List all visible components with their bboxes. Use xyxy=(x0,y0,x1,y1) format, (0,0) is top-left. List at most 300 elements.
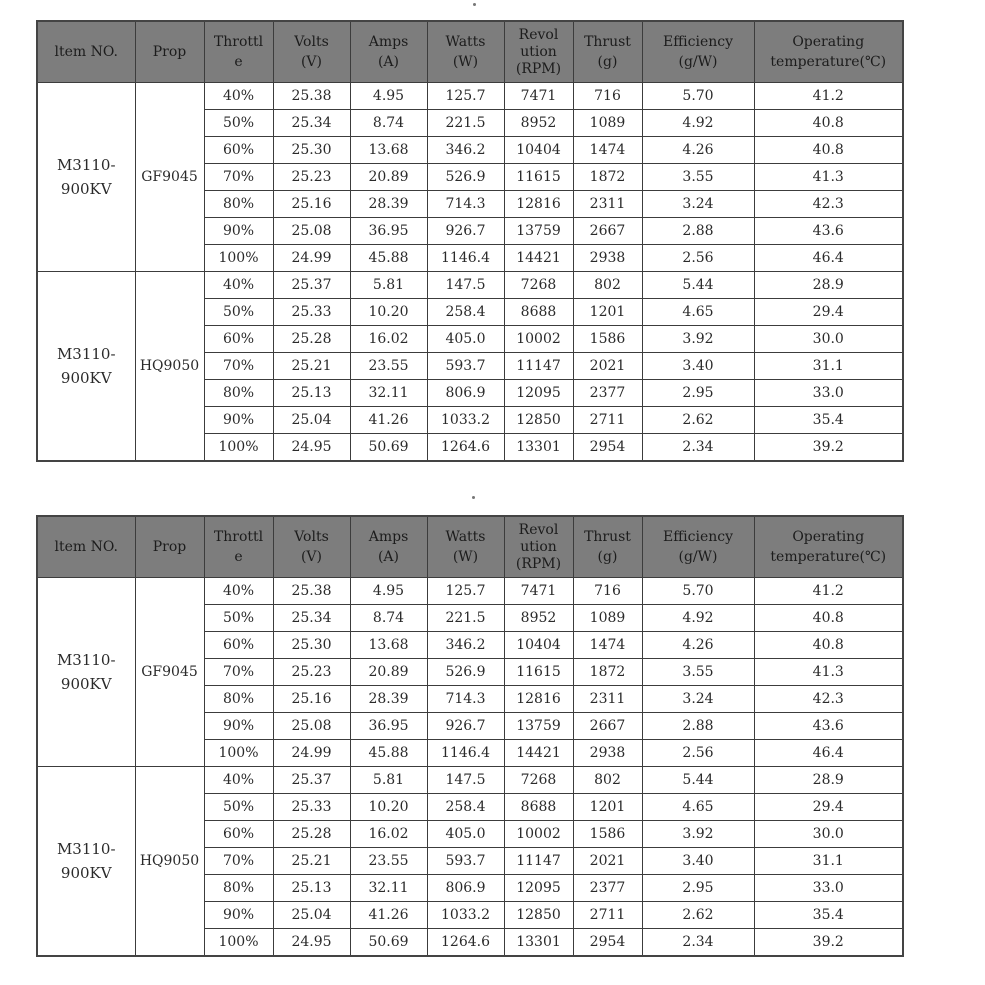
watts-cell: 926.7 xyxy=(427,713,504,740)
header-revolution-line: Revol xyxy=(518,26,559,43)
prop-cell: HQ9050 xyxy=(135,767,204,957)
amps-cell: 4.95 xyxy=(350,578,427,605)
watts-cell: 806.9 xyxy=(427,875,504,902)
header-row xyxy=(37,516,903,578)
header-watts-line: Watts xyxy=(445,34,486,50)
header-item-no-line: ltem NO. xyxy=(54,44,118,60)
efficiency-cell: 4.26 xyxy=(642,137,754,164)
header-volts-line: Volts xyxy=(294,34,329,50)
throttle-cell: 100% xyxy=(204,434,273,462)
table-row xyxy=(37,83,903,110)
efficiency-cell: 3.24 xyxy=(642,191,754,218)
amps-cell: 4.95 xyxy=(350,83,427,110)
thrust-cell: 716 xyxy=(573,83,642,110)
amps-cell: 10.20 xyxy=(350,794,427,821)
header-throttle xyxy=(204,516,273,578)
temperature-cell: 31.1 xyxy=(754,848,903,875)
temperature-cell: 46.4 xyxy=(754,740,903,767)
item-no-line: M3110- xyxy=(56,840,116,858)
rpm-cell: 8952 xyxy=(504,605,573,632)
watts-cell: 526.9 xyxy=(427,659,504,686)
watts-cell: 405.0 xyxy=(427,821,504,848)
watts-cell: 405.0 xyxy=(427,326,504,353)
watts-cell: 806.9 xyxy=(427,380,504,407)
watts-cell: 221.5 xyxy=(427,605,504,632)
amps-cell: 41.26 xyxy=(350,902,427,929)
amps-cell: 23.55 xyxy=(350,353,427,380)
amps-cell: 10.20 xyxy=(350,299,427,326)
throttle-cell: 70% xyxy=(204,353,273,380)
rpm-cell: 12095 xyxy=(504,380,573,407)
rpm-cell: 12850 xyxy=(504,407,573,434)
table-row xyxy=(37,767,903,794)
throttle-cell: 100% xyxy=(204,740,273,767)
thrust-cell: 716 xyxy=(573,578,642,605)
volts-cell: 25.34 xyxy=(273,605,350,632)
volts-cell: 24.95 xyxy=(273,434,350,462)
throttle-cell: 80% xyxy=(204,686,273,713)
amps-cell: 45.88 xyxy=(350,245,427,272)
thrust-cell: 2377 xyxy=(573,380,642,407)
header-efficiency-line: Efficiency xyxy=(662,529,733,545)
watts-cell: 1033.2 xyxy=(427,407,504,434)
volts-cell: 25.23 xyxy=(273,659,350,686)
watts-cell: 221.5 xyxy=(427,110,504,137)
item-no-cell xyxy=(37,578,135,767)
header-prop-line: Prop xyxy=(152,539,187,555)
throttle-cell: 40% xyxy=(204,83,273,110)
amps-cell: 32.11 xyxy=(350,875,427,902)
table-row xyxy=(37,578,903,605)
thrust-cell: 2938 xyxy=(573,740,642,767)
header-item-no xyxy=(37,21,135,83)
efficiency-cell: 2.56 xyxy=(642,245,754,272)
header-throttle-line: Throttl xyxy=(213,34,264,50)
thrust-cell: 1201 xyxy=(573,794,642,821)
amps-cell: 36.95 xyxy=(350,218,427,245)
spec-table-2-wrapper xyxy=(36,515,902,957)
watts-cell: 147.5 xyxy=(427,272,504,299)
rpm-cell: 14421 xyxy=(504,245,573,272)
header-revolution-line: (RPM) xyxy=(515,555,562,572)
watts-cell: 714.3 xyxy=(427,686,504,713)
efficiency-cell: 2.62 xyxy=(642,902,754,929)
watts-cell: 526.9 xyxy=(427,164,504,191)
header-thrust-line: Thrust xyxy=(584,34,631,50)
rpm-cell: 7268 xyxy=(504,272,573,299)
volts-cell: 25.28 xyxy=(273,326,350,353)
header-prop-line: Prop xyxy=(152,44,187,60)
thrust-cell: 2711 xyxy=(573,407,642,434)
header-throttle-line: Throttl xyxy=(213,529,264,545)
volts-cell: 25.16 xyxy=(273,686,350,713)
temperature-cell: 31.1 xyxy=(754,353,903,380)
efficiency-cell: 3.55 xyxy=(642,164,754,191)
rpm-cell: 10404 xyxy=(504,137,573,164)
throttle-cell: 80% xyxy=(204,191,273,218)
watts-cell: 593.7 xyxy=(427,353,504,380)
volts-cell: 25.37 xyxy=(273,767,350,794)
scan-dot-top xyxy=(473,3,476,6)
header-amps-line: (A) xyxy=(377,549,400,565)
volts-cell: 25.38 xyxy=(273,578,350,605)
volts-cell: 24.95 xyxy=(273,929,350,957)
item-no-cell xyxy=(37,767,135,957)
header-operating-temperature-line: Operating xyxy=(792,529,865,545)
amps-cell: 23.55 xyxy=(350,848,427,875)
rpm-cell: 10404 xyxy=(504,632,573,659)
thrust-cell: 2311 xyxy=(573,191,642,218)
amps-cell: 50.69 xyxy=(350,929,427,957)
temperature-cell: 41.3 xyxy=(754,164,903,191)
item-no-line: 900KV xyxy=(60,864,112,882)
header-efficiency xyxy=(642,516,754,578)
header-efficiency-line: Efficiency xyxy=(662,34,733,50)
thrust-cell: 2021 xyxy=(573,353,642,380)
efficiency-cell: 2.95 xyxy=(642,380,754,407)
header-watts-line: Watts xyxy=(445,529,486,545)
thrust-cell: 2711 xyxy=(573,902,642,929)
scan-dot-middle xyxy=(472,496,475,499)
header-revolution xyxy=(504,21,573,83)
rpm-cell: 8952 xyxy=(504,110,573,137)
rpm-cell: 8688 xyxy=(504,299,573,326)
efficiency-cell: 3.55 xyxy=(642,659,754,686)
header-watts xyxy=(427,516,504,578)
volts-cell: 25.13 xyxy=(273,380,350,407)
header-amps xyxy=(350,516,427,578)
efficiency-cell: 2.88 xyxy=(642,218,754,245)
amps-cell: 32.11 xyxy=(350,380,427,407)
volts-cell: 25.37 xyxy=(273,272,350,299)
thrust-cell: 1089 xyxy=(573,110,642,137)
efficiency-cell: 3.92 xyxy=(642,821,754,848)
throttle-cell: 70% xyxy=(204,659,273,686)
throttle-cell: 70% xyxy=(204,164,273,191)
amps-cell: 8.74 xyxy=(350,605,427,632)
throttle-cell: 70% xyxy=(204,848,273,875)
amps-cell: 16.02 xyxy=(350,821,427,848)
efficiency-cell: 3.24 xyxy=(642,686,754,713)
throttle-cell: 100% xyxy=(204,929,273,957)
watts-cell: 147.5 xyxy=(427,767,504,794)
thrust-cell: 2311 xyxy=(573,686,642,713)
rpm-cell: 11147 xyxy=(504,848,573,875)
header-revolution-line: ution xyxy=(520,538,557,555)
temperature-cell: 35.4 xyxy=(754,407,903,434)
watts-cell: 346.2 xyxy=(427,632,504,659)
temperature-cell: 40.8 xyxy=(754,605,903,632)
amps-cell: 16.02 xyxy=(350,326,427,353)
volts-cell: 25.38 xyxy=(273,83,350,110)
rpm-cell: 11615 xyxy=(504,164,573,191)
efficiency-cell: 5.44 xyxy=(642,767,754,794)
throttle-cell: 80% xyxy=(204,875,273,902)
header-amps-line: (A) xyxy=(377,54,400,70)
amps-cell: 28.39 xyxy=(350,686,427,713)
rpm-cell: 12816 xyxy=(504,191,573,218)
item-no-line: 900KV xyxy=(60,369,112,387)
header-operating-temperature-line: temperature(℃) xyxy=(770,549,887,565)
volts-cell: 25.30 xyxy=(273,632,350,659)
header-amps xyxy=(350,21,427,83)
rpm-cell: 7268 xyxy=(504,767,573,794)
temperature-cell: 46.4 xyxy=(754,245,903,272)
amps-cell: 28.39 xyxy=(350,191,427,218)
header-operating-temperature xyxy=(754,516,903,578)
temperature-cell: 28.9 xyxy=(754,767,903,794)
thrust-cell: 2954 xyxy=(573,929,642,957)
header-revolution-line: ution xyxy=(520,43,557,60)
watts-cell: 1264.6 xyxy=(427,929,504,957)
header-prop xyxy=(135,516,204,578)
header-volts xyxy=(273,516,350,578)
volts-cell: 25.04 xyxy=(273,902,350,929)
header-throttle xyxy=(204,21,273,83)
amps-cell: 20.89 xyxy=(350,164,427,191)
item-no-line: M3110- xyxy=(56,345,116,363)
efficiency-cell: 2.62 xyxy=(642,407,754,434)
volts-cell: 25.13 xyxy=(273,875,350,902)
header-thrust-line: Thrust xyxy=(584,529,631,545)
temperature-cell: 40.8 xyxy=(754,137,903,164)
temperature-cell: 39.2 xyxy=(754,434,903,462)
throttle-cell: 50% xyxy=(204,299,273,326)
temperature-cell: 41.2 xyxy=(754,578,903,605)
throttle-cell: 100% xyxy=(204,245,273,272)
efficiency-cell: 4.26 xyxy=(642,632,754,659)
header-revolution-line: Revol xyxy=(518,521,559,538)
rpm-cell: 8688 xyxy=(504,794,573,821)
thrust-cell: 2021 xyxy=(573,848,642,875)
temperature-cell: 42.3 xyxy=(754,191,903,218)
spec-table-1-wrapper xyxy=(36,20,902,462)
throttle-cell: 90% xyxy=(204,902,273,929)
throttle-cell: 90% xyxy=(204,407,273,434)
header-watts-line: (W) xyxy=(452,54,479,70)
volts-cell: 25.21 xyxy=(273,848,350,875)
rpm-cell: 13301 xyxy=(504,929,573,957)
header-efficiency-line: (g/W) xyxy=(678,54,718,70)
rpm-cell: 12816 xyxy=(504,686,573,713)
item-no-line: M3110- xyxy=(56,651,116,669)
volts-cell: 24.99 xyxy=(273,245,350,272)
volts-cell: 25.16 xyxy=(273,191,350,218)
throttle-cell: 60% xyxy=(204,632,273,659)
watts-cell: 593.7 xyxy=(427,848,504,875)
volts-cell: 25.04 xyxy=(273,407,350,434)
thrust-cell: 1872 xyxy=(573,164,642,191)
watts-cell: 1033.2 xyxy=(427,902,504,929)
header-amps-line: Amps xyxy=(368,34,409,50)
efficiency-cell: 4.92 xyxy=(642,110,754,137)
temperature-cell: 40.8 xyxy=(754,110,903,137)
rpm-cell: 10002 xyxy=(504,821,573,848)
volts-cell: 25.21 xyxy=(273,353,350,380)
thrust-cell: 1474 xyxy=(573,632,642,659)
volts-cell: 25.23 xyxy=(273,164,350,191)
efficiency-cell: 2.88 xyxy=(642,713,754,740)
rpm-cell: 7471 xyxy=(504,83,573,110)
amps-cell: 20.89 xyxy=(350,659,427,686)
rpm-cell: 10002 xyxy=(504,326,573,353)
throttle-cell: 50% xyxy=(204,794,273,821)
amps-cell: 13.68 xyxy=(350,137,427,164)
header-efficiency-line: (g/W) xyxy=(678,549,718,565)
rpm-cell: 13759 xyxy=(504,218,573,245)
header-volts-line: Volts xyxy=(294,529,329,545)
rpm-cell: 12850 xyxy=(504,902,573,929)
item-no-line: 900KV xyxy=(60,675,112,693)
watts-cell: 346.2 xyxy=(427,137,504,164)
rpm-cell: 13759 xyxy=(504,713,573,740)
throttle-cell: 90% xyxy=(204,218,273,245)
rpm-cell: 7471 xyxy=(504,578,573,605)
amps-cell: 50.69 xyxy=(350,434,427,462)
header-watts-line: (W) xyxy=(452,549,479,565)
temperature-cell: 35.4 xyxy=(754,902,903,929)
header-efficiency xyxy=(642,21,754,83)
volts-cell: 24.99 xyxy=(273,740,350,767)
header-revolution xyxy=(504,516,573,578)
efficiency-cell: 4.65 xyxy=(642,794,754,821)
header-operating-temperature-line: temperature(℃) xyxy=(770,54,887,70)
thrust-cell: 802 xyxy=(573,272,642,299)
rpm-cell: 12095 xyxy=(504,875,573,902)
volts-cell: 25.33 xyxy=(273,299,350,326)
temperature-cell: 29.4 xyxy=(754,794,903,821)
temperature-cell: 40.8 xyxy=(754,632,903,659)
thrust-cell: 2938 xyxy=(573,245,642,272)
item-no-cell xyxy=(37,83,135,272)
throttle-cell: 60% xyxy=(204,326,273,353)
table-row xyxy=(37,272,903,299)
watts-cell: 125.7 xyxy=(427,83,504,110)
throttle-cell: 60% xyxy=(204,821,273,848)
temperature-cell: 29.4 xyxy=(754,299,903,326)
temperature-cell: 30.0 xyxy=(754,326,903,353)
efficiency-cell: 5.70 xyxy=(642,578,754,605)
watts-cell: 125.7 xyxy=(427,578,504,605)
motor-spec-table-1 xyxy=(36,20,904,462)
thrust-cell: 1089 xyxy=(573,605,642,632)
watts-cell: 1146.4 xyxy=(427,245,504,272)
thrust-cell: 2667 xyxy=(573,713,642,740)
header-amps-line: Amps xyxy=(368,529,409,545)
rpm-cell: 11147 xyxy=(504,353,573,380)
efficiency-cell: 2.95 xyxy=(642,875,754,902)
temperature-cell: 41.2 xyxy=(754,83,903,110)
throttle-cell: 40% xyxy=(204,578,273,605)
motor-spec-table-2 xyxy=(36,515,904,957)
temperature-cell: 43.6 xyxy=(754,218,903,245)
watts-cell: 1264.6 xyxy=(427,434,504,462)
thrust-cell: 1586 xyxy=(573,821,642,848)
thrust-cell: 2377 xyxy=(573,875,642,902)
header-watts xyxy=(427,21,504,83)
watts-cell: 926.7 xyxy=(427,218,504,245)
amps-cell: 45.88 xyxy=(350,740,427,767)
volts-cell: 25.28 xyxy=(273,821,350,848)
efficiency-cell: 5.44 xyxy=(642,272,754,299)
header-thrust-line: (g) xyxy=(597,54,618,70)
thrust-cell: 1474 xyxy=(573,137,642,164)
watts-cell: 258.4 xyxy=(427,299,504,326)
volts-cell: 25.08 xyxy=(273,218,350,245)
amps-cell: 5.81 xyxy=(350,272,427,299)
watts-cell: 258.4 xyxy=(427,794,504,821)
amps-cell: 5.81 xyxy=(350,767,427,794)
header-item-no xyxy=(37,516,135,578)
temperature-cell: 33.0 xyxy=(754,380,903,407)
header-volts-line: (V) xyxy=(300,54,323,70)
throttle-cell: 40% xyxy=(204,272,273,299)
watts-cell: 1146.4 xyxy=(427,740,504,767)
temperature-cell: 28.9 xyxy=(754,272,903,299)
header-thrust xyxy=(573,516,642,578)
throttle-cell: 50% xyxy=(204,110,273,137)
thrust-cell: 1872 xyxy=(573,659,642,686)
amps-cell: 13.68 xyxy=(350,632,427,659)
rpm-cell: 14421 xyxy=(504,740,573,767)
throttle-cell: 60% xyxy=(204,137,273,164)
efficiency-cell: 5.70 xyxy=(642,83,754,110)
header-throttle-line: e xyxy=(234,54,243,70)
header-operating-temperature xyxy=(754,21,903,83)
item-no-cell xyxy=(37,272,135,462)
rpm-cell: 13301 xyxy=(504,434,573,462)
item-no-line: 900KV xyxy=(60,180,112,198)
header-volts-line: (V) xyxy=(300,549,323,565)
amps-cell: 41.26 xyxy=(350,407,427,434)
efficiency-cell: 3.40 xyxy=(642,353,754,380)
header-thrust xyxy=(573,21,642,83)
prop-cell: GF9045 xyxy=(135,578,204,767)
header-item-no-line: ltem NO. xyxy=(54,539,118,555)
efficiency-cell: 3.40 xyxy=(642,848,754,875)
header-throttle-line: e xyxy=(234,549,243,565)
temperature-cell: 41.3 xyxy=(754,659,903,686)
temperature-cell: 42.3 xyxy=(754,686,903,713)
item-no-line: M3110- xyxy=(56,156,116,174)
temperature-cell: 43.6 xyxy=(754,713,903,740)
amps-cell: 36.95 xyxy=(350,713,427,740)
volts-cell: 25.33 xyxy=(273,794,350,821)
thrust-cell: 2667 xyxy=(573,218,642,245)
temperature-cell: 39.2 xyxy=(754,929,903,957)
thrust-cell: 1201 xyxy=(573,299,642,326)
temperature-cell: 33.0 xyxy=(754,875,903,902)
efficiency-cell: 4.92 xyxy=(642,605,754,632)
header-thrust-line: (g) xyxy=(597,549,618,565)
volts-cell: 25.34 xyxy=(273,110,350,137)
amps-cell: 8.74 xyxy=(350,110,427,137)
throttle-cell: 90% xyxy=(204,713,273,740)
throttle-cell: 80% xyxy=(204,380,273,407)
header-volts xyxy=(273,21,350,83)
header-revolution-line: (RPM) xyxy=(515,60,562,77)
temperature-cell: 30.0 xyxy=(754,821,903,848)
volts-cell: 25.30 xyxy=(273,137,350,164)
watts-cell: 714.3 xyxy=(427,191,504,218)
efficiency-cell: 2.34 xyxy=(642,434,754,462)
throttle-cell: 40% xyxy=(204,767,273,794)
prop-cell: GF9045 xyxy=(135,83,204,272)
efficiency-cell: 4.65 xyxy=(642,299,754,326)
efficiency-cell: 3.92 xyxy=(642,326,754,353)
header-row xyxy=(37,21,903,83)
volts-cell: 25.08 xyxy=(273,713,350,740)
